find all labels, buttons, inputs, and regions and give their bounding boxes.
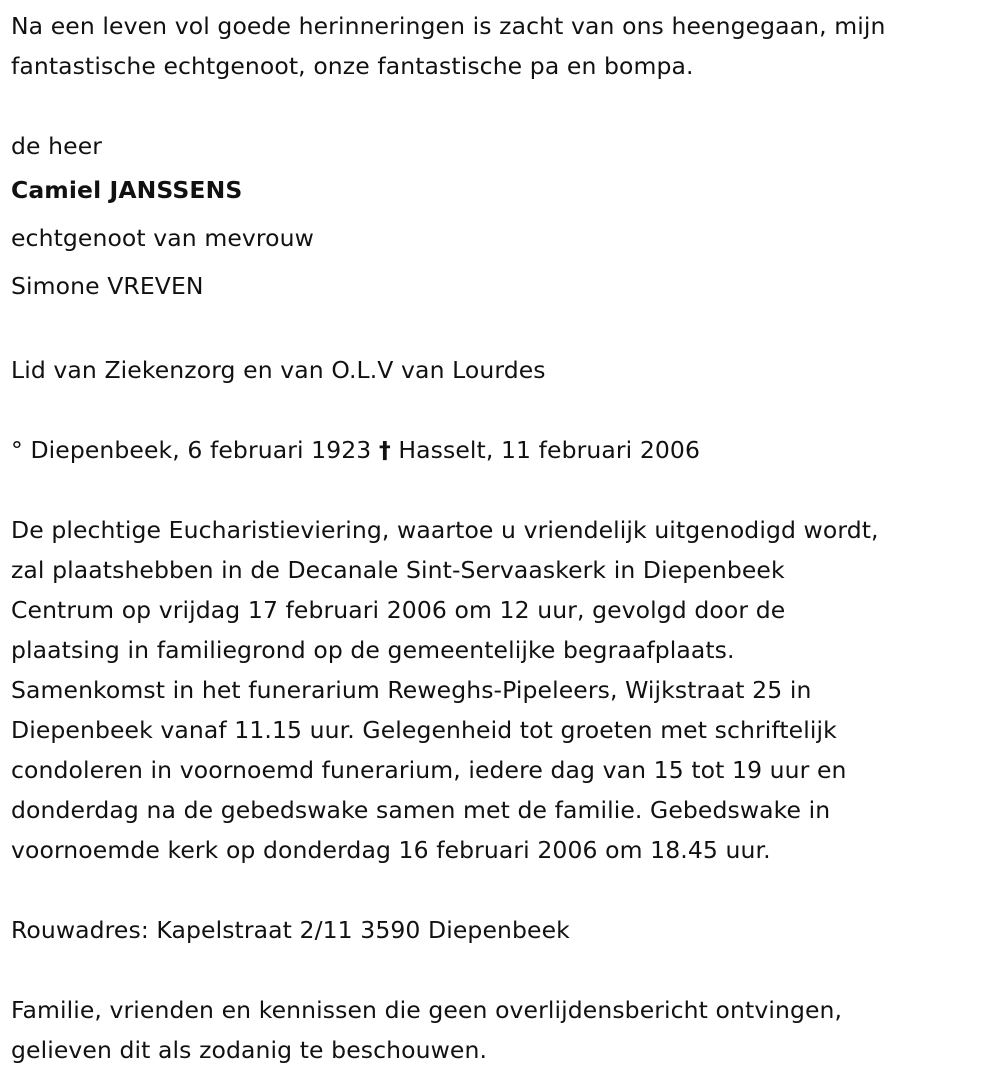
closing-line: Familie, vrienden en kennissen die geen overlijdensbericht ontvingen, bbox=[11, 996, 843, 1024]
death-date: Hasselt, 11 februari 2006 bbox=[398, 436, 701, 464]
address-line: Rouwadres: Kapelstraat 2/11 3590 Diepenbeek bbox=[11, 916, 570, 944]
honorific: de heer bbox=[11, 132, 103, 160]
ceremony-line: donderdag na de gebedswake samen met de familie. Gebedswake in bbox=[11, 796, 831, 824]
deceased-block bbox=[11, 126, 991, 310]
ceremony-line: Centrum op vrijdag 17 februari 2006 om 12 uur, gevolgd door de bbox=[11, 596, 786, 624]
ceremony-line: Samenkomst in het funerarium Reweghs-Pipeleers, Wijkstraat 25 in bbox=[11, 676, 812, 704]
ceremony-paragraph bbox=[11, 510, 991, 870]
ceremony-line: plaatsing in familiegrond op de gemeentelijke begraafplaats. bbox=[11, 636, 735, 664]
membership-text bbox=[11, 350, 991, 390]
closing-line: gelieven dit als zodanig te beschouwen. bbox=[11, 1036, 488, 1064]
intro-paragraph bbox=[11, 6, 991, 86]
cross-icon: † bbox=[378, 436, 391, 464]
ceremony-line: Diepenbeek vanaf 11.15 uur. Gelegenheid tot groeten met schriftelijk bbox=[11, 716, 837, 744]
ceremony-line: De plechtige Eucharistieviering, waartoe u vriendelijk uitgenodigd wordt, bbox=[11, 516, 879, 544]
birth-marker: ° bbox=[11, 436, 23, 464]
dates-line bbox=[11, 430, 991, 470]
address-paragraph bbox=[11, 910, 991, 950]
closing-paragraph bbox=[11, 990, 991, 1070]
obituary-document bbox=[11, 6, 991, 1070]
deceased-name: Camiel JANSSENS bbox=[11, 176, 243, 204]
birth-date: Diepenbeek, 6 februari 1923 bbox=[30, 436, 372, 464]
ceremony-line: voornoemde kerk op donderdag 16 februari 2006 om 18.45 uur. bbox=[11, 836, 771, 864]
intro-line: fantastische echtgenoot, onze fantastische pa en bompa. bbox=[11, 52, 694, 80]
spouse-line: echtgenoot van mevrouw bbox=[11, 224, 314, 252]
dates-row bbox=[11, 430, 991, 470]
spouse-name: Simone VREVEN bbox=[11, 272, 204, 300]
ceremony-line: condoleren in voornoemd funerarium, iedere dag van 15 tot 19 uur en bbox=[11, 756, 847, 784]
membership-line: Lid van Ziekenzorg en van O.L.V van Lourdes bbox=[11, 356, 546, 384]
ceremony-line: zal plaatshebben in de Decanale Sint-Servaaskerk in Diepenbeek bbox=[11, 556, 785, 584]
intro-line: Na een leven vol goede herinneringen is zacht van ons heengegaan, mijn bbox=[11, 12, 886, 40]
